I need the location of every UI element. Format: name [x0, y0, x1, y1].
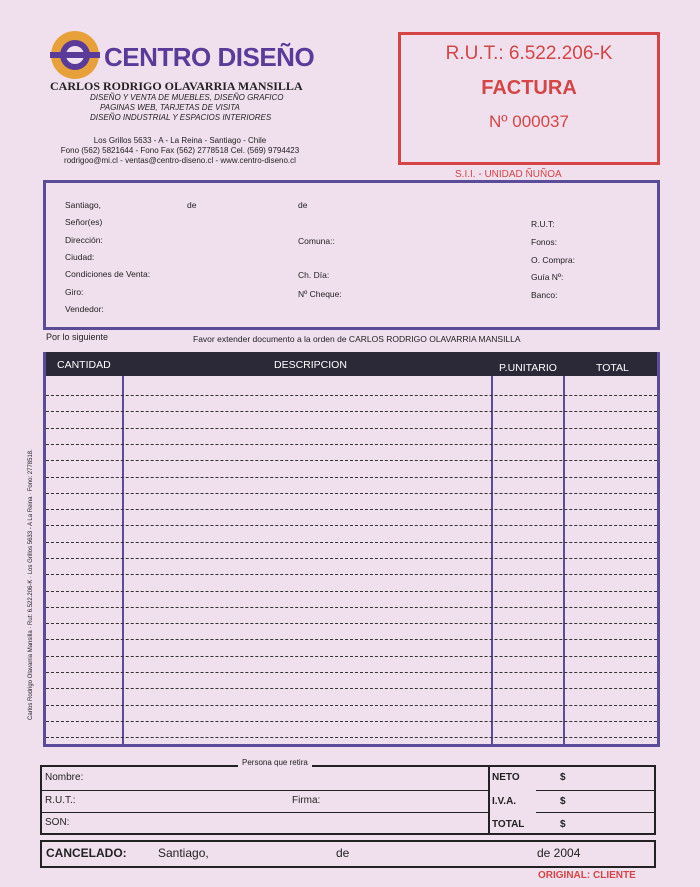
- table-row-rule: [46, 607, 657, 608]
- cancelado-year: de 2004: [537, 846, 581, 860]
- invoice-box: [398, 32, 660, 165]
- retira-rut-label: R.U.T.:: [45, 795, 76, 806]
- santiago-label: Santiago,: [65, 200, 101, 210]
- header-total: TOTAL: [596, 362, 629, 374]
- address: Los Grillos 5633 - A - La Reina - Santiago - Chile: [93, 136, 267, 145]
- logo-icon: [50, 30, 100, 80]
- cancelado-santiago: Santiago,: [158, 846, 209, 860]
- banco-label: Banco:: [531, 290, 558, 300]
- invoice-title: FACTURA: [481, 77, 577, 99]
- table-row-rule: [46, 656, 657, 657]
- table-row-rule: [46, 395, 657, 396]
- sii-unit: S.I.I. - UNIDAD ÑUÑOA: [455, 169, 562, 180]
- table-row-rule: [46, 493, 657, 494]
- col-divider-3: [563, 376, 565, 747]
- de-label-1: de: [187, 200, 197, 210]
- table-row-rule: [46, 705, 657, 706]
- o-compra-label: O. Compra:: [531, 255, 575, 265]
- direccion-label: Dirección:: [65, 235, 103, 245]
- table-row-rule: [46, 623, 657, 624]
- currency-neto: $: [560, 772, 566, 783]
- favor-text: Favor extender documento a la orden de CARLOS RODRIGO OLAVARRIA MANSILLA: [193, 334, 521, 344]
- owner-name: CARLOS RODRIGO OLAVARRIA MANSILLA: [50, 79, 303, 93]
- retira-rule-1: [40, 790, 489, 791]
- giro-label: Giro:: [65, 287, 84, 297]
- ciudad-label: Ciudad:: [65, 252, 95, 262]
- col-divider-2: [491, 376, 493, 747]
- invoice-rut: R.U.T.: 6.522.206-K: [445, 43, 613, 64]
- nombre-label: Nombre:: [45, 772, 84, 783]
- son-label: SON:: [45, 817, 70, 828]
- totals-rule-1: [536, 790, 656, 791]
- original-cliente: ORIGINAL: CLIENTE: [538, 870, 636, 881]
- table-row-rule: [46, 525, 657, 526]
- vendedor-label: Vendedor:: [65, 304, 104, 314]
- table-row-rule: [46, 737, 657, 738]
- side-text: Carlos Rodrigo Olavarria Mansilla · Rut: 6.522.206-K · Los Grillos 5633 - A La Reina · Fono: 2778518.: [28, 449, 34, 720]
- senor-label: Señor(es): [65, 217, 103, 227]
- header-descripcion: DESCRIPCION: [274, 359, 347, 371]
- table-row-rule: [46, 542, 657, 543]
- emails: rodrigoo@mi.cl - ventas@centro-diseno.cl - www.centro-diseno.cl: [64, 156, 296, 165]
- table-row-rule: [46, 591, 657, 592]
- table-row-rule: [46, 460, 657, 461]
- cancelado-de: de: [336, 846, 350, 860]
- cancelado-label: CANCELADO:: [46, 846, 127, 860]
- total-label: TOTAL: [492, 819, 525, 830]
- table-row-rule: [46, 558, 657, 559]
- table-row-rule: [46, 688, 657, 689]
- table-row-rule: [46, 574, 657, 575]
- tagline-1: DISEÑO Y VENTA DE MUEBLES, DISEÑO GRAFICO: [90, 93, 284, 102]
- table-row-rule: [46, 444, 657, 445]
- table-row-rule: [46, 428, 657, 429]
- header-cantidad: CANTIDAD: [57, 359, 111, 371]
- de-label-2: de: [298, 200, 308, 210]
- ch-dia-label: Ch. Día:: [298, 270, 330, 280]
- brand-name: CENTRO DISEÑO: [104, 42, 315, 72]
- neto-label: NETO: [492, 772, 520, 783]
- table-row-rule: [46, 639, 657, 640]
- tagline-3: DISEÑO INDUSTRIAL Y ESPACIOS INTERIORES: [90, 113, 272, 122]
- table-row-rule: [46, 477, 657, 478]
- totals-divider: [488, 765, 490, 835]
- tagline-2: PAGINAS WEB, TARJETAS DE VISITA: [100, 103, 240, 112]
- table-row-rule: [46, 411, 657, 412]
- col-divider-1: [122, 376, 124, 747]
- condiciones-label: Condiciones de Venta:: [65, 269, 151, 279]
- rut-label: R.U.T:: [531, 219, 555, 229]
- retira-title: Persona que retira: [238, 758, 312, 767]
- totals-rule-2: [536, 812, 656, 813]
- comuna-label: Comuna::: [298, 236, 335, 246]
- firma-label: Firma:: [292, 795, 321, 806]
- n-cheque-label: Nº Cheque:: [298, 289, 342, 299]
- iva-label: I.V.A.: [492, 796, 517, 807]
- phones: Fono (562) 5821644 - Fono Fax (562) 2778518 Cel. (569) 9794423: [60, 146, 300, 155]
- retira-rule-2: [40, 812, 489, 813]
- currency-total: $: [560, 819, 566, 830]
- guia-label: Guía Nº:: [531, 272, 564, 282]
- invoice-number: Nº 000037: [489, 112, 569, 131]
- table-row-rule: [46, 721, 657, 722]
- table-row-rule: [46, 509, 657, 510]
- por-lo-siguiente: Por lo siguiente: [46, 332, 109, 342]
- header-punitario: P.UNITARIO: [499, 362, 557, 374]
- table-row-rule: [46, 672, 657, 673]
- fonos-label: Fonos:: [531, 237, 557, 247]
- currency-iva: $: [560, 796, 566, 807]
